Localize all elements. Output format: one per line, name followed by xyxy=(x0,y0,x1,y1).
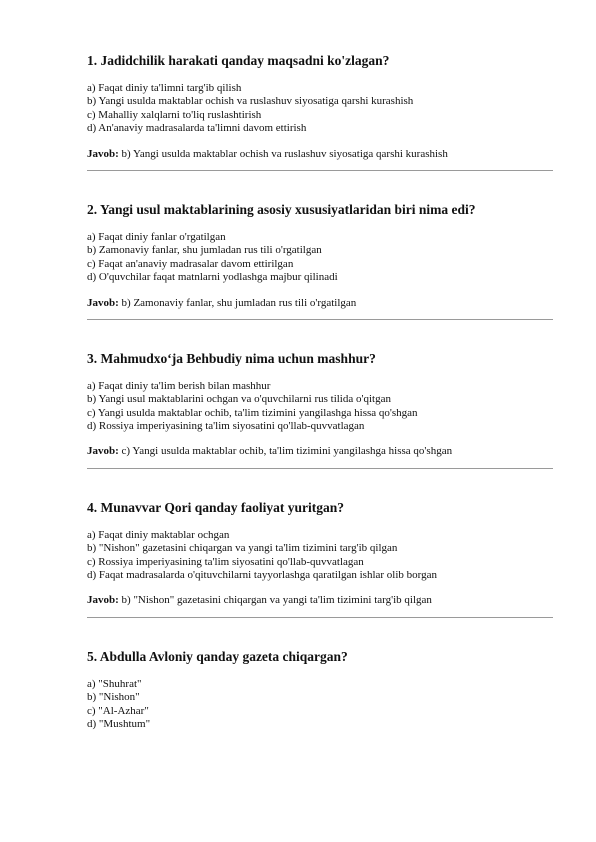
option-d: d) O'quvchilar faqat matnlarni yodlashga majbur qilinadi xyxy=(87,271,338,284)
question-title: 3. Mahmudxo‘ja Behbudiy nima uchun mashhur? xyxy=(87,350,376,366)
answer-line xyxy=(87,148,553,161)
question-title: 2. Yangi usul maktablarining asosiy xususiyatlaridan biri nima edi? xyxy=(87,201,476,217)
option-c: c) "Al-Azhar" xyxy=(87,704,149,717)
option-d: d) Rossiya imperiyasining ta'lim siyosatini qo'llab-quvvatlagan xyxy=(87,420,365,433)
option-a: a) Faqat diniy maktablar ochgan xyxy=(87,528,230,541)
option-b: b) Yangi usul maktablarini ochgan va o'quvchilarni rus tilida o'qitgan xyxy=(87,393,391,406)
answer-line xyxy=(87,594,553,607)
option-d: d) An'anaviy madrasalarda ta'limni davom ettirish xyxy=(87,122,307,135)
options-list xyxy=(87,380,553,434)
options-list xyxy=(87,529,553,583)
separator-line xyxy=(87,617,553,618)
option-b: b) "Nishon" xyxy=(87,691,140,704)
question-2 xyxy=(87,202,553,320)
answer-label: Javob: xyxy=(87,147,119,160)
question-title: 4. Munavvar Qori qanday faoliyat yuritgan? xyxy=(87,499,345,515)
question-4 xyxy=(87,500,553,618)
question-3 xyxy=(87,351,553,469)
answer-text: b) "Nishon" gazetasini chiqargan va yangi ta'lim tizimini targ'ib qilgan xyxy=(121,594,432,607)
answer-label: Javob: xyxy=(87,594,119,607)
option-d: d) "Mushtum" xyxy=(87,717,151,730)
option-a: a) Faqat diniy ta'lim berish bilan mashhur xyxy=(87,379,271,392)
answer-text: c) Yangi usulda maktablar ochib, ta'lim tizimini yangilashga hissa qo'shgan xyxy=(121,445,453,458)
option-c: c) Mahalliy xalqlarni to'liq ruslashtirish xyxy=(87,108,262,121)
question-5 xyxy=(87,649,553,732)
options-list xyxy=(87,82,553,136)
separator-line xyxy=(87,468,553,469)
options-list xyxy=(87,678,553,732)
answer-label: Javob: xyxy=(87,296,119,309)
answer-line xyxy=(87,445,553,458)
quiz-document xyxy=(87,53,553,731)
option-a: a) Faqat diniy ta'limni targ'ib qilish xyxy=(87,82,242,94)
answer-text: b) Yangi usulda maktablar ochish va ruslashuv siyosatiga qarshi kurashish xyxy=(121,147,448,160)
option-a: a) "Shuhrat" xyxy=(87,677,142,690)
option-c: c) Rossiya imperiyasining ta'lim siyosatini qo'llab-quvvatlagan xyxy=(87,555,364,568)
answer-text: b) Zamonaviy fanlar, shu jumladan rus tili o'rgatilgan xyxy=(121,296,357,309)
option-c: c) Faqat an'anaviy madrasalar davom ettirilgan xyxy=(87,257,294,270)
separator-line xyxy=(87,319,553,320)
question-title: 1. Jadidchilik harakati qanday maqsadni ko'zlagan? xyxy=(87,53,390,68)
question-title: 5. Abdulla Avloniy qanday gazeta chiqargan? xyxy=(87,648,348,664)
answer-label: Javob: xyxy=(87,445,119,458)
option-b: b) Zamonaviy fanlar, shu jumladan rus tili o'rgatilgan xyxy=(87,244,322,257)
options-list xyxy=(87,231,553,285)
question-1 xyxy=(87,53,553,171)
option-a: a) Faqat diniy fanlar o'rgatilgan xyxy=(87,230,226,243)
answer-line xyxy=(87,297,553,310)
option-c: c) Yangi usulda maktablar ochib, ta'lim tizimini yangilashga hissa qo'shgan xyxy=(87,406,418,419)
option-b: b) "Nishon" gazetasini chiqargan va yangi ta'lim tizimini targ'ib qilgan xyxy=(87,542,398,555)
option-d: d) Faqat madrasalarda o'qituvchilarni tayyorlashga qaratilgan ishlar olib borgan xyxy=(87,569,438,582)
separator-line xyxy=(87,170,553,171)
option-b: b) Yangi usulda maktablar ochish va ruslashuv siyosatiga qarshi kurashish xyxy=(87,95,414,108)
